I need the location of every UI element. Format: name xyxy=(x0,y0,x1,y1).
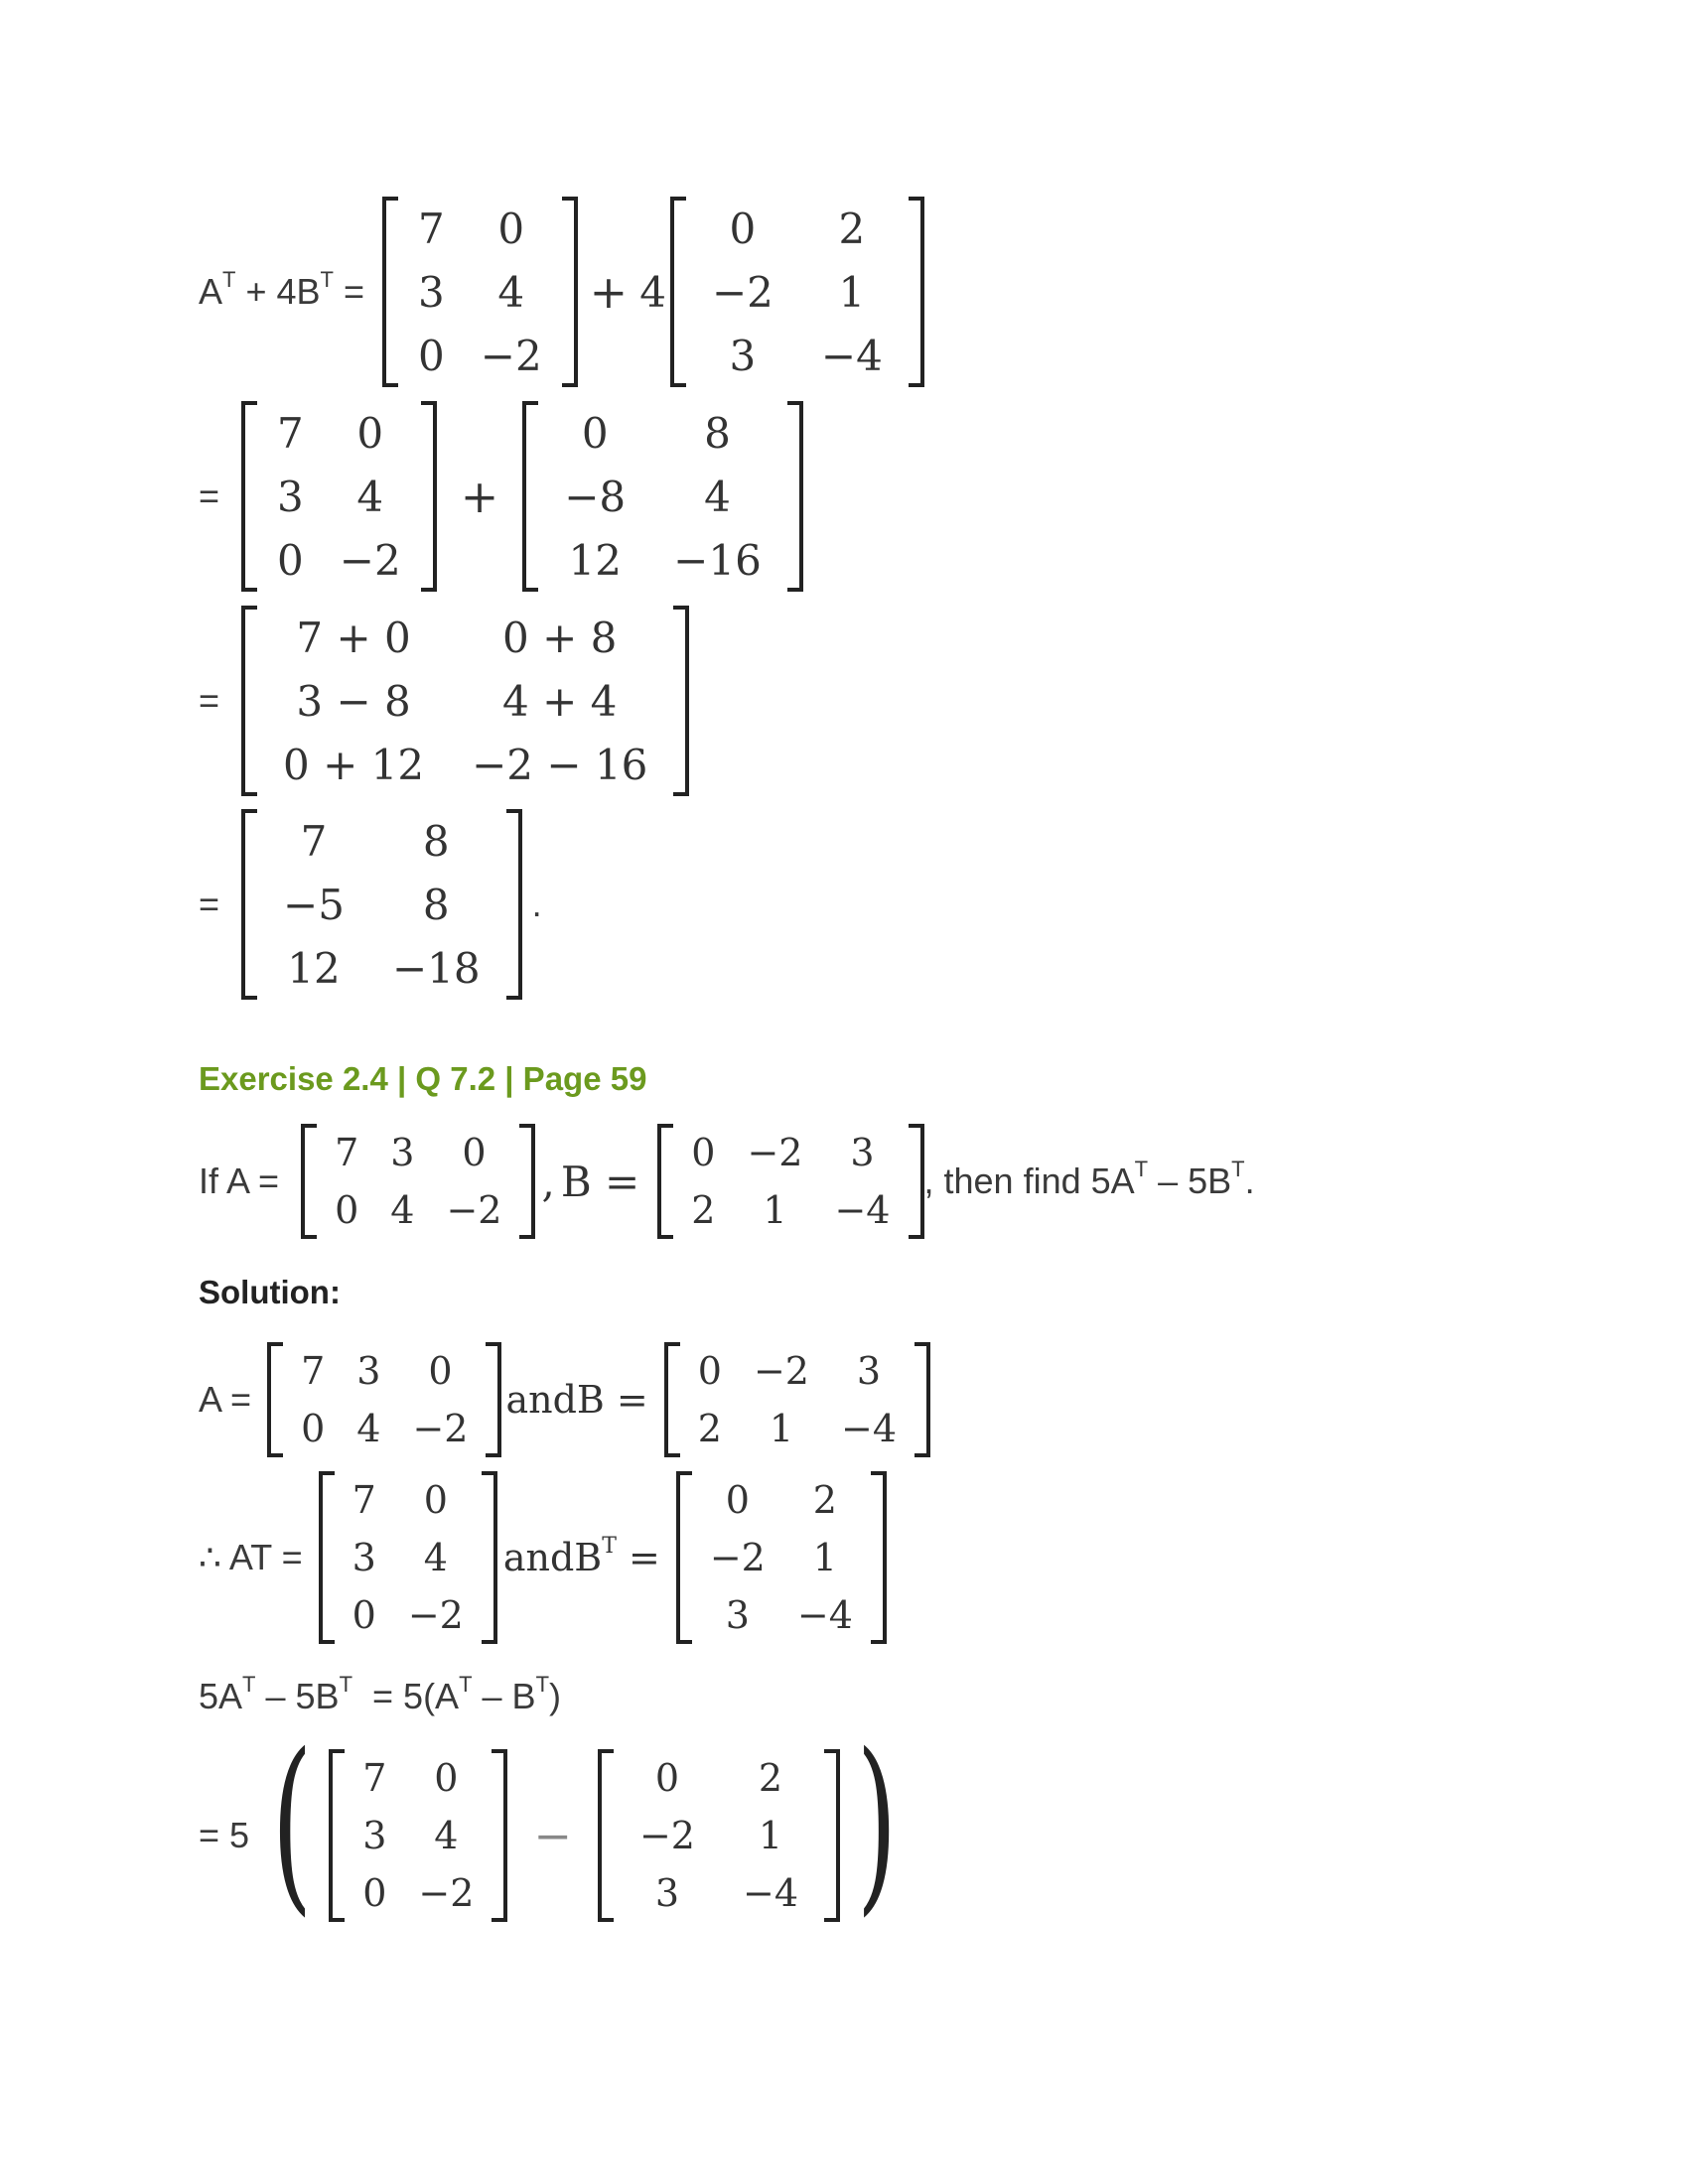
question-comma: , xyxy=(541,1157,555,1206)
matrix-cell: −4 xyxy=(742,1871,799,1915)
matrix-row xyxy=(259,809,504,873)
matrix-row xyxy=(694,1529,869,1586)
matrix-cell: 7 xyxy=(335,1131,359,1174)
matrix-row xyxy=(616,1864,822,1922)
step1-row xyxy=(199,197,924,387)
matrix-table xyxy=(540,401,785,592)
matrix-cell: 8 xyxy=(422,816,450,866)
matrix-cell: 0 xyxy=(581,408,609,458)
matrix-cell: −18 xyxy=(391,943,481,993)
sol1-prefix: A = xyxy=(199,1379,252,1420)
matrix-row xyxy=(337,1471,480,1529)
matrix-cell: −4 xyxy=(834,1188,891,1232)
sol2-matrix-bt xyxy=(676,1471,887,1644)
sol4-row xyxy=(199,1713,914,1933)
matrix-cell: −5 xyxy=(283,880,345,929)
matrix-cell: 7 + 0 xyxy=(296,613,411,662)
matrix-row xyxy=(400,260,560,324)
sol3-expression: $5A^T - 5B^T = 5(A^T - B^T)$ xyxy=(199,1672,562,1716)
matrix-table xyxy=(259,401,419,592)
matrix-cell: 3 xyxy=(850,1131,875,1174)
question-b-label: B = xyxy=(560,1157,640,1206)
matrix-cell: 4 xyxy=(390,1188,415,1232)
matrix-row xyxy=(347,1749,490,1807)
matrix-row xyxy=(540,528,785,592)
matrix-cell: −2 xyxy=(753,1349,809,1393)
matrix-row xyxy=(616,1749,822,1807)
sol2-row xyxy=(199,1471,887,1644)
step2-plus: + xyxy=(460,470,499,523)
exercise-heading: Exercise 2.4 | Q 7.2 | Page 59 xyxy=(199,1060,647,1097)
matrix-row xyxy=(337,1529,480,1586)
matrix-row xyxy=(400,324,560,387)
matrix-row xyxy=(259,401,419,465)
matrix-cell: 0 xyxy=(428,1349,453,1393)
matrix-cell: 3 xyxy=(729,331,757,380)
matrix-row xyxy=(682,1400,913,1457)
matrix-cell: 4 xyxy=(423,1536,448,1579)
matrix-cell: 2 xyxy=(838,204,866,253)
matrix-row xyxy=(400,197,560,260)
matrix-cell: 0 xyxy=(352,1593,376,1637)
sol2-matrix-at xyxy=(319,1471,497,1644)
matrix-row xyxy=(259,669,671,733)
matrix-table xyxy=(400,197,560,387)
matrix-table xyxy=(688,197,907,387)
matrix-cell: 0 xyxy=(423,1478,448,1522)
matrix-row xyxy=(259,465,419,528)
matrix-cell: 2 xyxy=(691,1188,716,1232)
matrix-table xyxy=(337,1471,480,1644)
matrix-cell: 3 xyxy=(654,1871,680,1915)
matrix-cell: 12 xyxy=(568,535,622,585)
sol4-right-paren: ) xyxy=(856,1713,898,1933)
matrix-cell: 2 xyxy=(812,1478,837,1522)
matrix-row xyxy=(540,465,785,528)
sol1-and-b: andB = xyxy=(505,1378,648,1422)
matrix-cell: 3 xyxy=(352,1536,376,1579)
matrix-cell: −2 xyxy=(446,1188,502,1232)
sol1-matrix-b xyxy=(664,1342,930,1457)
matrix-cell: −4 xyxy=(841,1407,898,1450)
matrix-cell: 0 xyxy=(729,204,757,253)
matrix-cell: 1 xyxy=(769,1407,794,1450)
matrix-cell: −2 xyxy=(711,267,774,317)
step2-matrix-b xyxy=(522,401,803,592)
matrix-row xyxy=(259,528,419,592)
matrix-cell: 7 xyxy=(352,1478,376,1522)
matrix-cell: −4 xyxy=(820,331,883,380)
matrix-row xyxy=(285,1342,484,1400)
matrix-cell: 3 − 8 xyxy=(296,676,411,726)
matrix-cell: 0 xyxy=(301,1407,326,1450)
matrix-row xyxy=(694,1471,869,1529)
matrix-cell: 7 xyxy=(277,408,304,458)
sol4-matrix-b xyxy=(598,1749,840,1922)
matrix-row xyxy=(675,1124,906,1181)
matrix-row xyxy=(688,260,907,324)
sol2-and-bt: andB$^T$ = xyxy=(502,1534,660,1579)
matrix-cell: 3 xyxy=(362,1814,387,1857)
matrix-row xyxy=(259,733,671,796)
matrix-cell: 0 xyxy=(691,1131,716,1174)
matrix-table xyxy=(259,809,504,1000)
matrix-cell: 4 xyxy=(434,1814,459,1857)
matrix-cell: 12 xyxy=(287,943,341,993)
matrix-cell: 3 xyxy=(277,472,304,521)
step2-matrix-a xyxy=(241,401,437,592)
matrix-row xyxy=(688,324,907,387)
matrix-row xyxy=(347,1807,490,1864)
sol2-prefix: ∴ AT = xyxy=(199,1537,303,1577)
matrix-row xyxy=(682,1342,913,1400)
step1-matrix-a xyxy=(382,197,578,387)
matrix-cell: −8 xyxy=(564,472,627,521)
matrix-cell: 8 xyxy=(704,408,731,458)
matrix-cell: 4 xyxy=(497,267,525,317)
question-suffix: , then find $5A^T - 5B^T$. xyxy=(923,1157,1255,1201)
sol4-matrix-a xyxy=(329,1749,507,1922)
matrix-row xyxy=(285,1400,484,1457)
matrix-cell: −16 xyxy=(673,535,762,585)
matrix-cell: 1 xyxy=(812,1536,837,1579)
sol4-left-paren: ( xyxy=(271,1713,313,1933)
step1-lhs: $A^T + 4B^T$ = xyxy=(199,267,365,312)
matrix-cell: −2 xyxy=(638,1814,695,1857)
matrix-row xyxy=(337,1586,480,1644)
matrix-table xyxy=(259,606,671,796)
step4-equals: = xyxy=(199,884,220,924)
question-matrix-a xyxy=(301,1124,535,1239)
matrix-cell: −2 xyxy=(418,1871,475,1915)
matrix-cell: 0 xyxy=(356,408,384,458)
step1-scalar: 4 xyxy=(639,267,666,317)
sol4-prefix: = 5 xyxy=(199,1815,250,1855)
matrix-row xyxy=(616,1807,822,1864)
matrix-cell: 2 xyxy=(758,1756,783,1800)
matrix-table xyxy=(347,1749,490,1922)
matrix-cell: −4 xyxy=(796,1593,853,1637)
matrix-cell: 0 xyxy=(418,331,445,380)
step4-period: . xyxy=(531,884,542,924)
matrix-cell: 8 xyxy=(422,880,450,929)
matrix-row xyxy=(259,606,671,669)
matrix-table xyxy=(675,1124,906,1239)
matrix-cell: −2 − 16 xyxy=(472,740,648,789)
matrix-cell: 0 xyxy=(434,1756,459,1800)
matrix-cell: 0 xyxy=(362,1871,387,1915)
step3-equals: = xyxy=(199,680,220,721)
question-row xyxy=(199,1124,1255,1239)
matrix-table xyxy=(682,1342,913,1457)
matrix-row xyxy=(540,401,785,465)
matrix-cell: 0 xyxy=(697,1349,722,1393)
matrix-cell: −2 xyxy=(412,1407,469,1450)
matrix-cell: 4 xyxy=(356,472,384,521)
step1-plus: + xyxy=(589,265,629,319)
matrix-row xyxy=(694,1586,869,1644)
matrix-cell: 3 xyxy=(856,1349,882,1393)
sol1-row xyxy=(199,1342,930,1457)
matrix-cell: 0 xyxy=(462,1131,487,1174)
matrix-cell: −2 xyxy=(407,1593,464,1637)
question-prefix: If A = xyxy=(199,1160,280,1201)
matrix-cell: 7 xyxy=(362,1756,387,1800)
step3-matrix xyxy=(241,606,689,796)
step1-matrix-b xyxy=(670,197,924,387)
matrix-cell: 0 + 8 xyxy=(502,613,618,662)
sol1-matrix-a xyxy=(267,1342,501,1457)
step2-equals: = xyxy=(199,476,220,516)
matrix-table xyxy=(319,1124,517,1239)
matrix-cell: 3 xyxy=(725,1593,750,1637)
matrix-row xyxy=(675,1181,906,1239)
matrix-cell: 7 xyxy=(301,1349,326,1393)
matrix-cell: 0 xyxy=(277,535,304,585)
matrix-table xyxy=(285,1342,484,1457)
matrix-cell: −2 xyxy=(339,535,401,585)
solution-label: Solution: xyxy=(199,1274,341,1310)
matrix-cell: 1 xyxy=(763,1188,787,1232)
matrix-row xyxy=(259,936,504,1000)
matrix-cell: 4 xyxy=(704,472,731,521)
matrix-cell: 3 xyxy=(418,267,445,317)
step3-row xyxy=(199,606,689,796)
matrix-row xyxy=(319,1181,517,1239)
step4-row xyxy=(199,809,542,1000)
step2-row xyxy=(199,401,803,592)
matrix-cell: 1 xyxy=(838,267,866,317)
step4-matrix xyxy=(241,809,522,1000)
matrix-cell: 7 xyxy=(300,816,328,866)
matrix-cell: 0 xyxy=(725,1478,750,1522)
sol3-row xyxy=(199,1672,562,1717)
matrix-cell: 0 xyxy=(654,1756,680,1800)
matrix-row xyxy=(319,1124,517,1181)
sol4-minus: − xyxy=(533,1809,572,1862)
matrix-row xyxy=(688,197,907,260)
matrix-cell: 0 xyxy=(497,204,525,253)
matrix-cell: 7 xyxy=(418,204,445,253)
matrix-cell: 4 + 4 xyxy=(502,676,618,726)
matrix-cell: 0 xyxy=(335,1188,359,1232)
matrix-cell: 3 xyxy=(390,1131,415,1174)
matrix-row xyxy=(259,873,504,936)
matrix-cell: −2 xyxy=(709,1536,766,1579)
question-matrix-b xyxy=(657,1124,923,1239)
matrix-cell: 4 xyxy=(356,1407,381,1450)
matrix-table xyxy=(694,1471,869,1644)
matrix-cell: 3 xyxy=(356,1349,381,1393)
matrix-cell: 1 xyxy=(758,1814,783,1857)
matrix-row xyxy=(347,1864,490,1922)
matrix-table xyxy=(616,1749,822,1922)
matrix-cell: −2 xyxy=(747,1131,803,1174)
matrix-cell: −2 xyxy=(480,331,542,380)
matrix-cell: 2 xyxy=(697,1407,722,1450)
matrix-cell: 0 + 12 xyxy=(283,740,425,789)
